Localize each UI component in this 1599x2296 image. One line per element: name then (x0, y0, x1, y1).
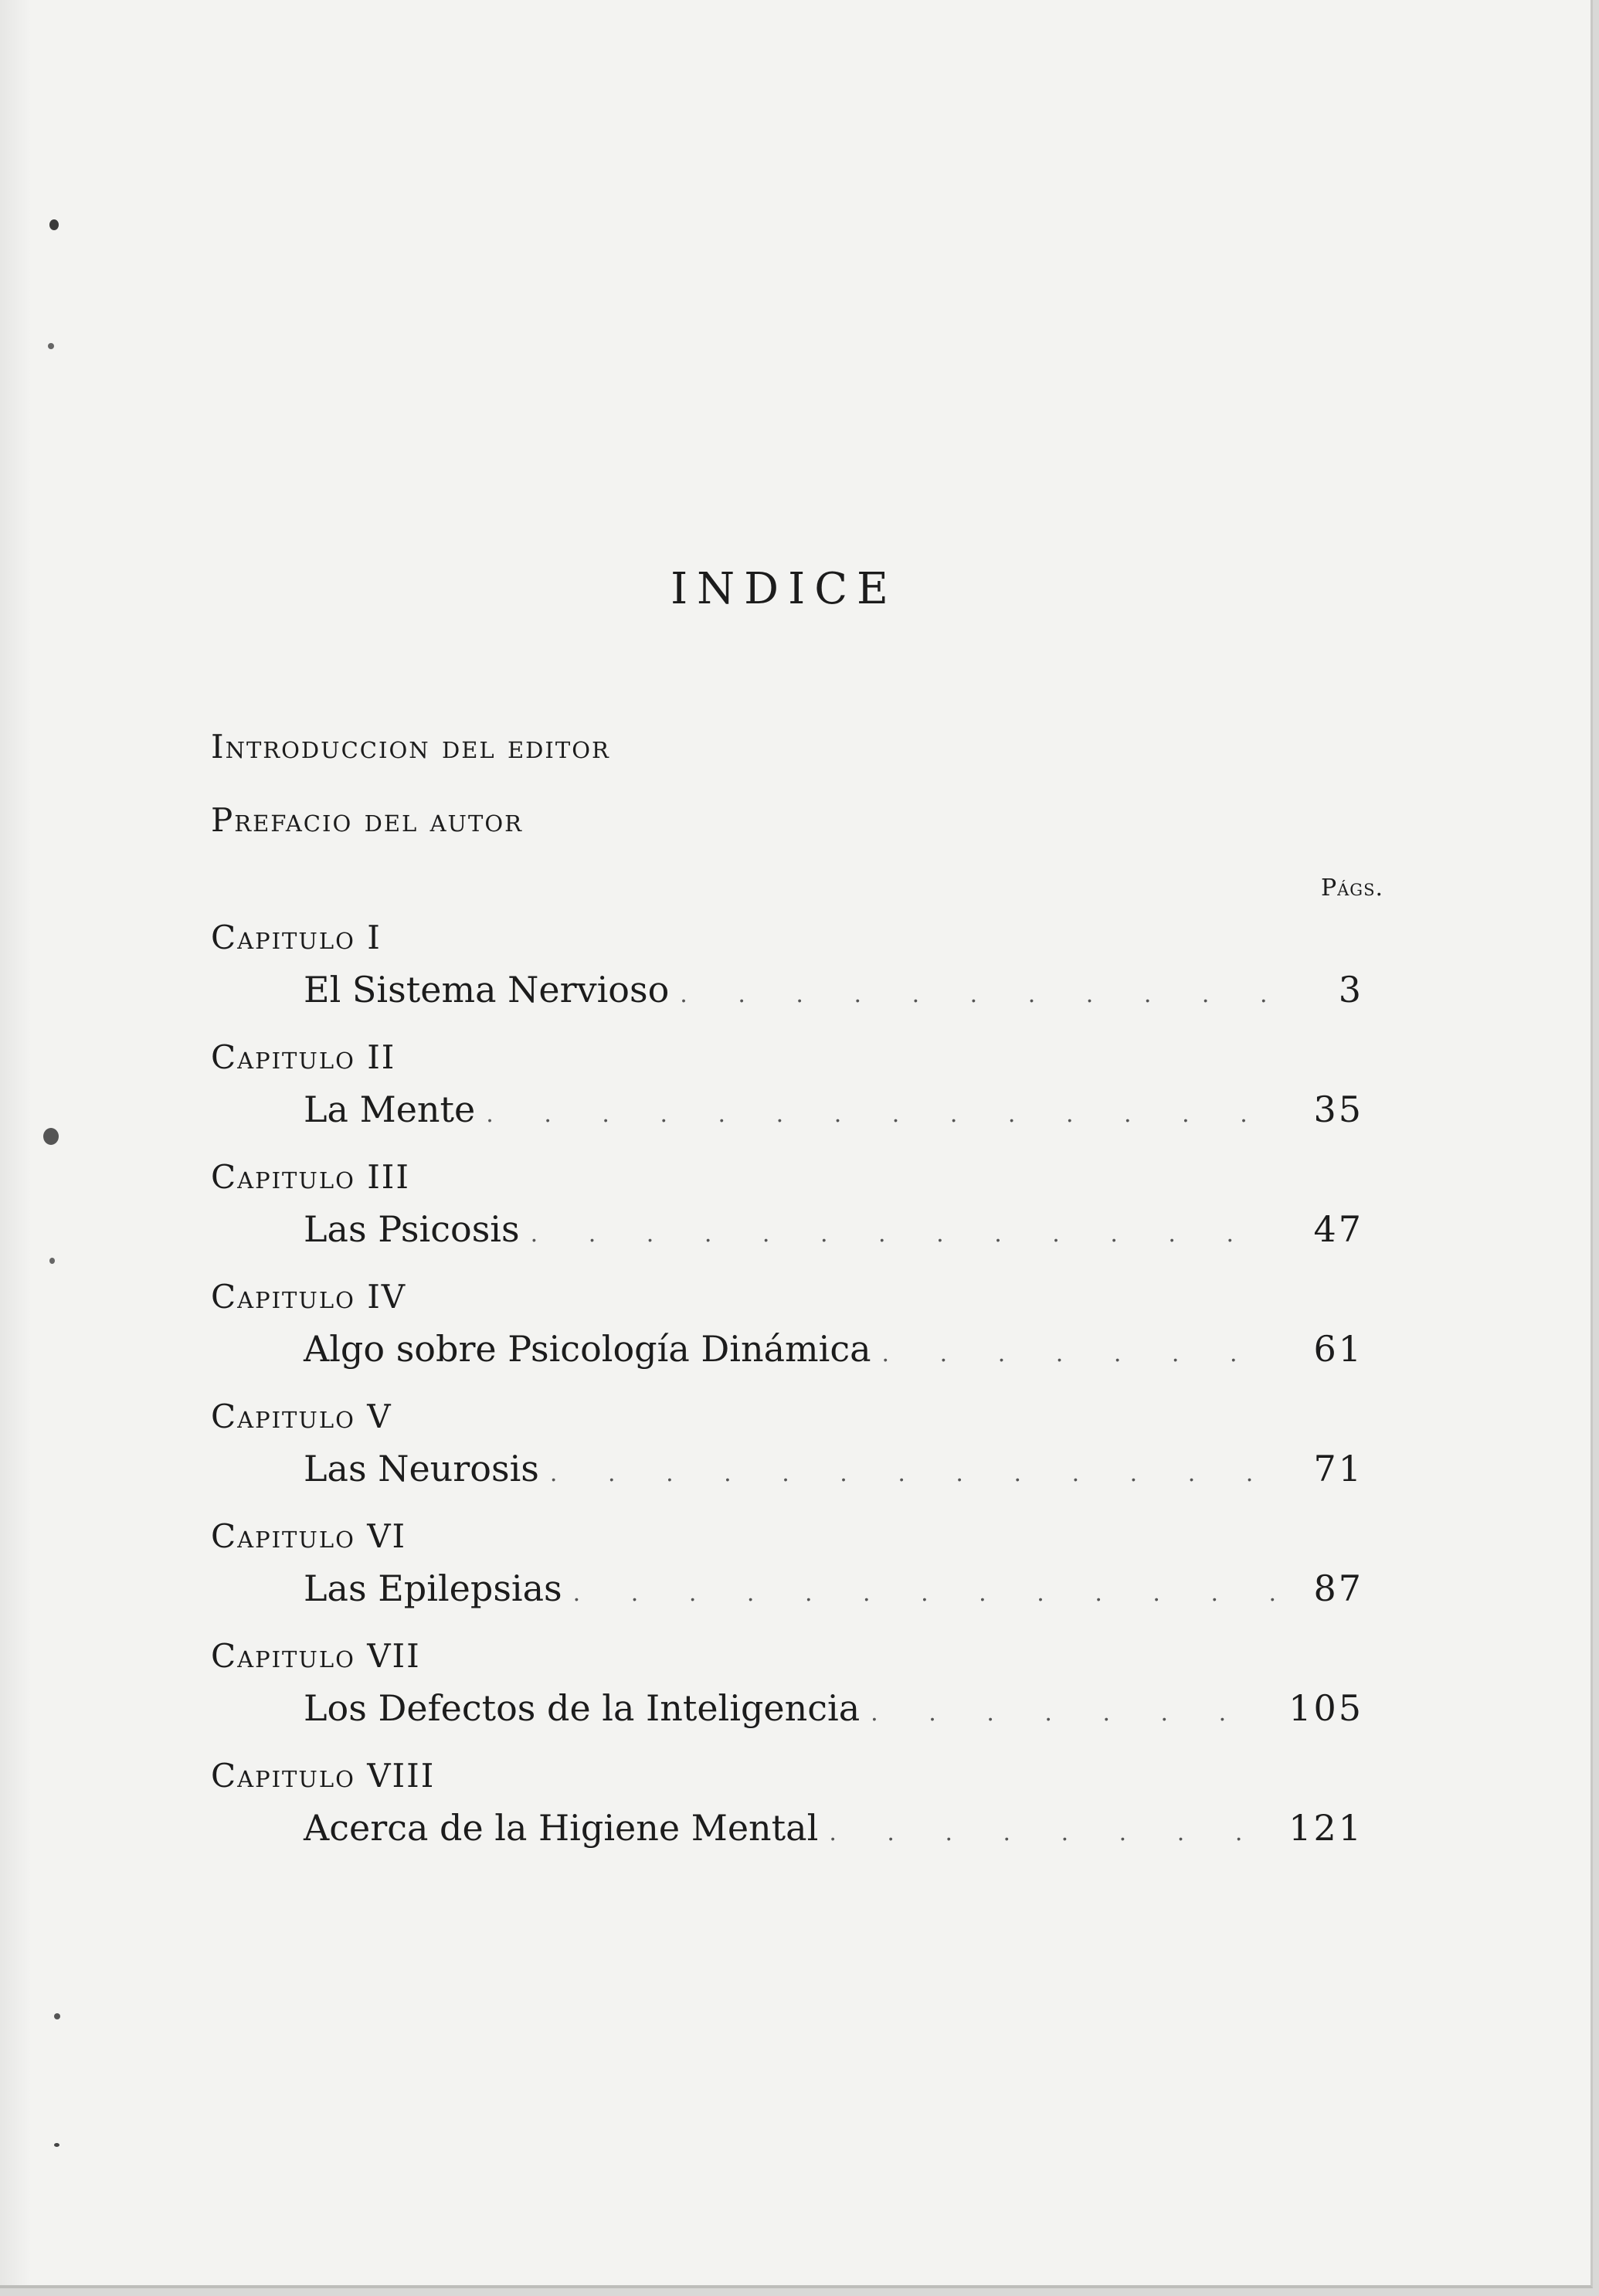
dot-leader (486, 1091, 1280, 1139)
page-number: 47 (1313, 1208, 1363, 1250)
dot-leader (829, 1809, 1275, 1857)
chapter-row (304, 1205, 1363, 1253)
chapter-title: La Mente (304, 1089, 476, 1130)
toc-entry (211, 1038, 1363, 1157)
chapter-label: Capitulo I (211, 919, 382, 956)
chapter-label: Capitulo V (211, 1398, 392, 1435)
chapter-title: Las Neurosis (304, 1448, 539, 1489)
binding-hole-mark (49, 219, 59, 230)
chapter-title: El Sistema Nervioso (304, 969, 670, 1010)
dot-leader (871, 1690, 1275, 1737)
table-of-contents (211, 918, 1363, 1876)
chapter-label: Capitulo VIII (211, 1757, 436, 1795)
binding-hole-mark (48, 343, 54, 349)
chapter-label: Capitulo VI (211, 1517, 407, 1555)
chapter-title: Las Epilepsias (304, 1567, 562, 1609)
dot-leader (573, 1570, 1280, 1618)
chapter-row (304, 1804, 1363, 1852)
toc-entry (211, 1636, 1363, 1756)
chapter-label: Capitulo IV (211, 1278, 407, 1316)
toc-entry (211, 1157, 1363, 1277)
binding-hole-mark (54, 2143, 59, 2147)
chapter-label: Capitulo VII (211, 1637, 421, 1675)
chapter-row (304, 1325, 1363, 1373)
chapter-title: Algo sobre Psicología Dinámica (304, 1328, 871, 1370)
page-number: 61 (1313, 1328, 1363, 1370)
page-number: 3 (1338, 969, 1363, 1010)
chapter-title: Acerca de la Higiene Mental (304, 1807, 819, 1849)
chapter-label: Capitulo III (211, 1158, 410, 1196)
dot-leader (882, 1330, 1280, 1378)
front-matter-author-preface: Prefacio del autor (211, 801, 523, 839)
chapter-row (304, 966, 1363, 1014)
toc-entry (211, 1397, 1363, 1517)
front-matter-editor-intro: Introduccion del editor (211, 728, 610, 766)
binding-hole-mark (49, 1258, 55, 1264)
toc-entry (211, 918, 1363, 1038)
binding-hole-mark (54, 2013, 60, 2019)
chapter-title: Las Psicosis (304, 1208, 520, 1250)
chapter-label: Capitulo II (211, 1038, 396, 1076)
page-number: 105 (1288, 1687, 1363, 1729)
dot-leader (680, 971, 1280, 1019)
page-number: 71 (1313, 1448, 1363, 1489)
chapter-row (304, 1564, 1363, 1612)
chapter-row (304, 1085, 1363, 1133)
toc-entry (211, 1517, 1363, 1636)
page-number: 35 (1313, 1089, 1363, 1130)
chapter-title: Los Defectos de la Inteligencia (304, 1687, 861, 1729)
page-number: 121 (1288, 1807, 1363, 1849)
dot-leader (550, 1450, 1280, 1498)
binding-hole-mark (43, 1128, 59, 1145)
toc-entry (211, 1756, 1363, 1876)
chapter-row (304, 1684, 1363, 1732)
page-number: 87 (1313, 1567, 1363, 1609)
toc-entry (211, 1277, 1363, 1397)
dot-leader (531, 1211, 1280, 1258)
chapter-row (304, 1445, 1363, 1493)
index-title: INDICE (670, 564, 898, 614)
pages-column-header: Págs. (1320, 875, 1383, 902)
